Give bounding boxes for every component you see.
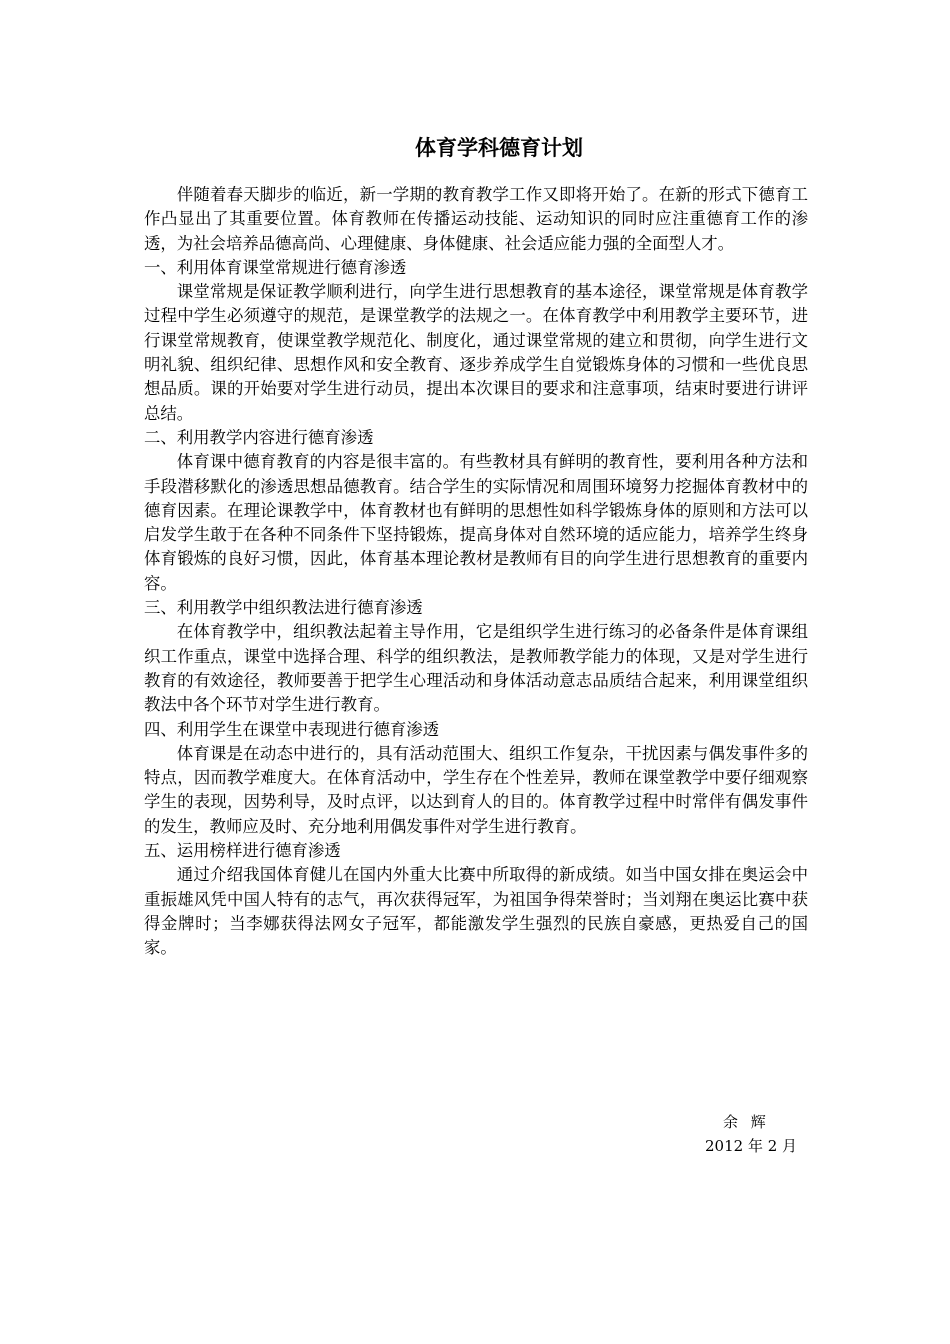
section-heading-4: 四、利用学生在课堂中表现进行德育渗透: [144, 719, 440, 739]
section-heading-5: 五、运用榜样进行德育渗透: [144, 841, 341, 861]
document-title: 体育学科德育计划: [415, 136, 583, 160]
section-heading-3: 三、利用教学中组织教法进行德育渗透: [144, 598, 423, 618]
signature-name: 余 辉: [723, 1113, 770, 1131]
section-heading-2: 二、利用教学内容进行德育渗透: [144, 427, 374, 447]
section-heading-1: 一、利用体育课堂常规进行德育渗透: [144, 257, 407, 277]
section-paragraph-3: 在体育教学中，组织教法起着主导作用，它是组织学生进行练习的必备条件是体育课组织工作重点，课堂中选择合理、科学的组织教法，是教师教学能力的体现，又是对学生进行教育的有效途径，教师要善于把学生心理活动和身体活动意志品质结合起来，利用课堂组织教法中各个环节对学生进行教育。: [144, 622, 808, 715]
section-paragraph-2: 体育课中德育教育的内容是很丰富的。有些教材具有鲜明的教育性，要利用各种方法和手段潜移默化的渗透思想品德教育。结合学生的实际情况和周围环境努力挖掘体育教材中的德育因素。在理论课教学中，体育教材也有鲜明的思想性如科学锻炼身体的原则和方法可以启发学生敢于在各种不同条件下坚持锻炼，提高身体对自然环境的适应能力，培养学生终身体育锻炼的良好习惯，因此，体育基本理论教材是教师有目的向学生进行思想教育的重要内容。: [144, 452, 808, 593]
intro-paragraph: 伴随着春天脚步的临近，新一学期的教育教学工作又即将开始了。在新的形式下德育工作凸显出了其重要位置。体育教师在传播运动技能、运动知识的同时应注重德育工作的渗透，为社会培养品德高尚、心理健康、身体健康、社会适应能力强的全面型人才。: [144, 185, 808, 253]
signature-date: 2012 年 2 月: [705, 1137, 798, 1155]
document-body: [144, 183, 808, 961]
section-paragraph-4: 体育课是在动态中进行的，具有活动范围大、组织工作复杂，干扰因素与偶发事件多的特点，因而教学难度大。在体育活动中，学生存在个性差异，教师在课堂教学中要仔细观察学生的表现，因势利导，及时点评，以达到育人的目的。体育教学过程中时常伴有偶发事件的发生，教师应及时、充分地利用偶发事件对学生进行教育。: [144, 743, 808, 836]
section-paragraph-5: 通过介绍我国体育健儿在国内外重大比赛中所取得的新成绩。如当中国女排在奥运会中重振雄风凭中国人特有的志气，再次获得冠军，为祖国争得荣誉时；当刘翔在奥运比赛中获得金牌时；当李娜获得法网女子冠军，都能激发学生强烈的民族自豪感，更热爱自己的国家。: [144, 865, 808, 958]
section-paragraph-1: 课堂常规是保证教学顺利进行，向学生进行思想教育的基本途径，课堂常规是体育教学过程中学生必须遵守的规范，是课堂教学的法规之一。在体育教学中利用教学主要环节，进行课堂常规教育，使课堂教学规范化、制度化，通过课堂常规的建立和贯彻，向学生进行文明礼貌、组织纪律、思想作风和安全教育、逐步养成学生自觉锻炼身体的习惯和一些优良思想品质。课的开始要对学生进行动员，提出本次课目的要求和注意事项，结束时要进行讲评总结。: [144, 282, 808, 423]
